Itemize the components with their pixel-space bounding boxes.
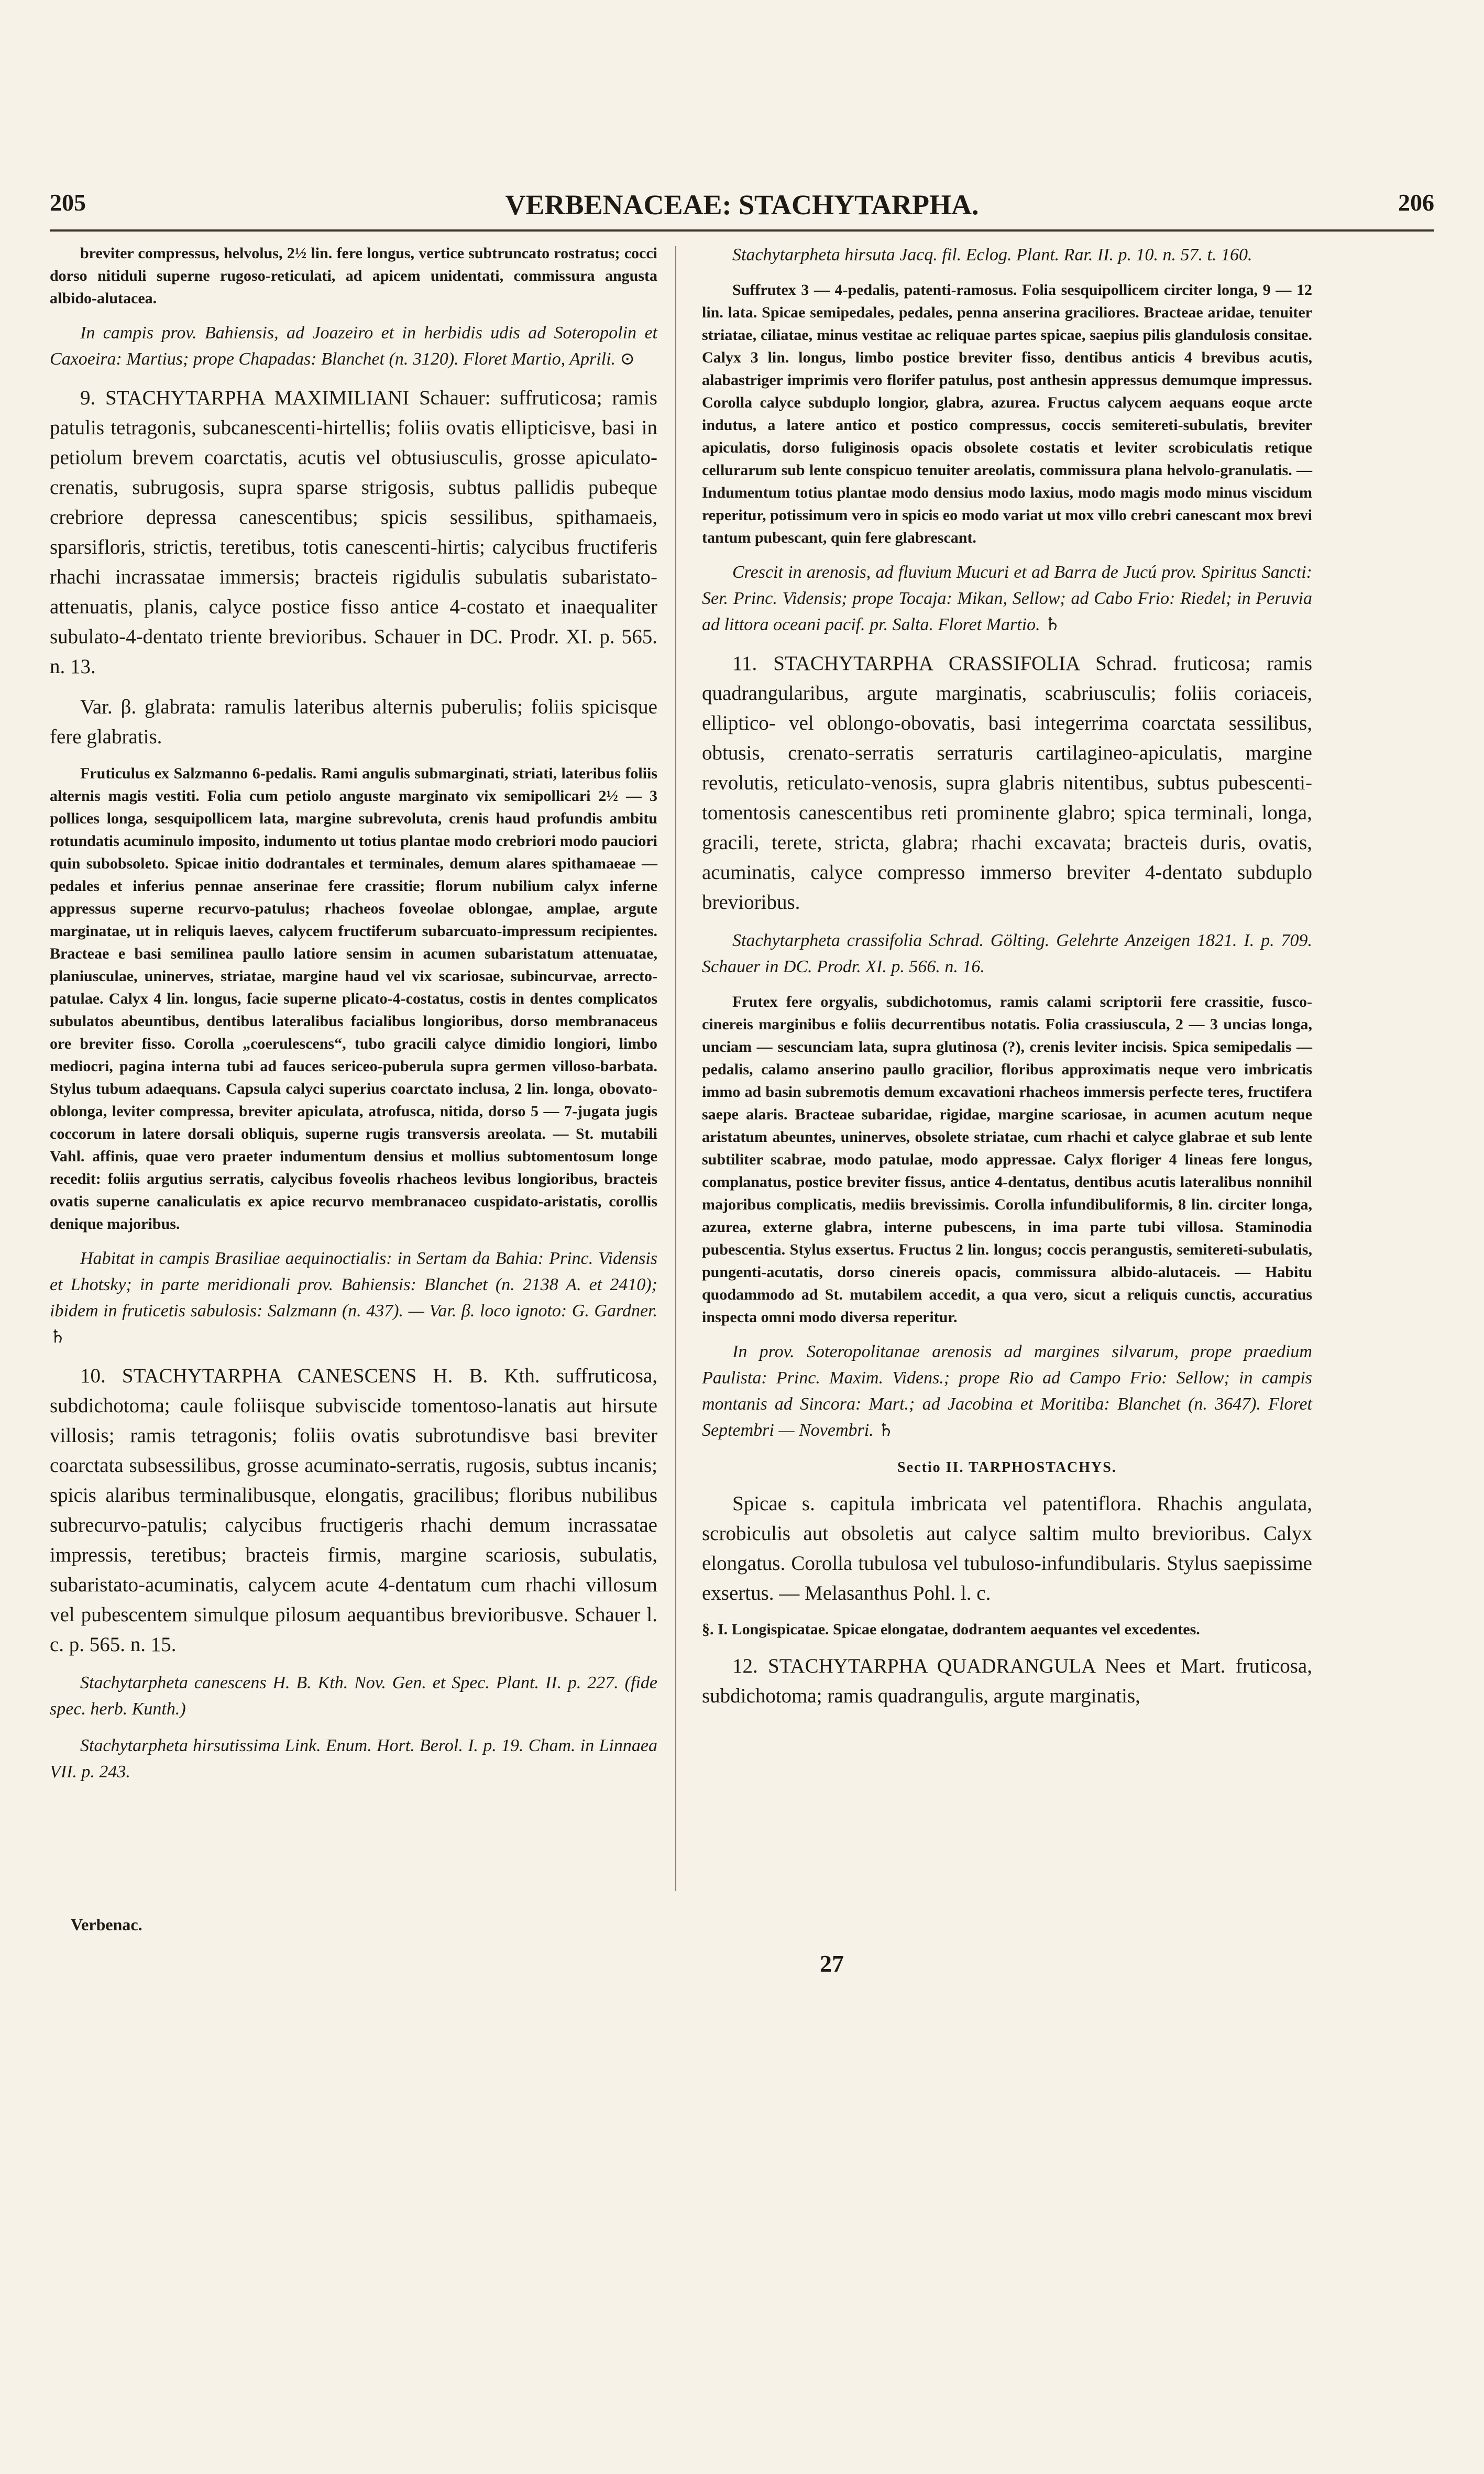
left-column-paragraph: Var. β. glabrata: ramulis lateribus alternis puberulis; foliis spicisque fere glabratis.	[50, 696, 657, 748]
left-column-paragraph: In campis prov. Bahiensis, ad Joazeiro et in herbidis udis ad Soteropolin et Caxoeira: Martius; prope Chapadas: Blanchet (n. 3120). Floret Martio, Aprili. ⊙	[50, 323, 657, 369]
right-column-paragraph: Spicae s. capitula imbricata vel patentiflora. Rhachis angulata, scrobiculis aut obsoletis aut calyce saltim multo brevioribus. Calyx elongatus. Corolla tubulosa vel tubuloso-infundibularis. Stylus saepissime exsertus. — Melasanthus Pohl. l. c.	[702, 1492, 1312, 1604]
left-page-number: 205	[50, 189, 86, 216]
left-column-paragraph: Stachytarpheta hirsutissima Link. Enum. Hort. Berol. I. p. 19. Cham. in Linnaea VII. p. 243.	[50, 1736, 657, 1782]
left-column	[50, 242, 657, 1796]
sheet-number: 27	[820, 1950, 844, 1977]
right-column	[702, 242, 1312, 1721]
right-column-paragraph: Sectio II. TARPHOSTACHYS.	[897, 1459, 1117, 1476]
right-column-paragraph: Frutex fere orgyalis, subdichotomus, ramis calami scriptorii fere crassitie, fusco-cinereis marginibus e foliis decurrentibus notatis. Folia crassiuscula, 2 — 3 uncias longa, unciam — sescunciam lata, supra glutinosa (?), crenis leviter incisis. Spica semipedalis — pedalis, calamo anserino paullo gracilior, floribus approximatis neque vero imbricatis immo ad basin subremotis demum excavationi rhacheos immersis perfecte teres, fructifera saepe alaris. Bracteae subaridae, rigidae, margine scariosae, in acumen acutum neque aristatum abeuntes, uninerves, obsolete striatae, cum rhachi et calyce glabrae et sub lente subtiliter scabrae, modo patulae, modo appressae. Calyx floriger 4 lineas fere longus, complanatus, postice breviter fissus, antice 4-dentatus, dentibus acutis lateralibus nonnihil majoribus complicatis, mediis brevissimis. Corolla infundibuliformis, 8 lin. circiter longa, azurea, externe glabra, interne pubescens, in ima parte tubi villosa. Staminodia pubescentia. Stylus exsertus. Fructus 2 lin. longus; coccis perangustis, semitereti-subulatis, pungenti-acutatis, dorso cinereis opacis, commissura albido-alutaceis. — Habitu quodammodo ad St. mutabilem accedit, a qua vero, sicut a reliquis cunctis, accuratius inspecta omni modo diversa reperitur.	[702, 993, 1312, 1326]
right-column-paragraph: Stachytarpheta crassifolia Schrad. Gölting. Gelehrte Anzeigen 1821. I. p. 709. Schauer in DC. Prodr. XI. p. 566. n. 16.	[702, 931, 1312, 976]
right-column-paragraph: 12. STACHYTARPHA QUADRANGULA Nees et Mart. fruticosa, subdichotoma; ramis quadrangulis, argute marginatis,	[702, 1655, 1312, 1707]
right-column-paragraph: In prov. Soteropolitanae arenosis ad margines silvarum, prope praedium Paulista: Princ. Maxim. Videns.; prope Rio ad Campo Frio: Sellow; in campis montanis ad Sincora: Mart.; ad Jacobina et Moritiba: Blanchet (n. 3647). Floret Septembri — Novembri. ♄	[702, 1342, 1312, 1440]
header-rule	[50, 229, 1434, 232]
running-title: VERBENACEAE: STACHYTARPHA.	[505, 189, 979, 221]
left-column-paragraph: Habitat in campis Brasiliae aequinoctialis: in Sertam da Bahia: Princ. Vidensis et Lhotsky; in parte meridionali prov. Bahiensis: Blanchet (n. 2138 A. et 2410); ibidem in fruticetis sabulosis: Salzmann (n. 437). — Var. β. loco ignoto: G. Gardner. ♄	[50, 1249, 657, 1347]
right-column-paragraph: §. I. Longispicatae. Spicae elongatae, dodrantem aequantes vel excedentes.	[702, 1621, 1200, 1638]
signature-mark: Verbenac.	[71, 1915, 142, 1934]
page-header	[50, 189, 1434, 225]
right-column-paragraph: Suffrutex 3 — 4-pedalis, patenti-ramosus. Folia sesquipollicem circiter longa, 9 — 12 lin. lata. Spicae semipedales, pedales, penna anserina graciliores. Bracteae aridae, tenuiter striatae, ciliatae, minus vestitae ac reliquae partes spicae, saepius pilis glandulosis consitae. Calyx 3 lin. longus, limbo postice breviter fisso, dentibus anticis 4 brevibus acutis, alabastriger imprimis vero florifer patulus, post anthesin appressus demumque impressus. Corolla calyce subduplo longior, glabra, azurea. Fructus calycem aequans eoque arcte indutus, a latere antico et postico compressus, coccis semitereti-subulatis, breviter apiculatis, dorso fuliginosis opacis obsolete costatis et leviter scrobiculatis retique cellurarum sub lente conspicuo tenuiter areolatis, commissura plana helvolo-granulatis. — Indumentum totius plantae modo densius modo laxius, modo magis modo minus viscidum reperitur, potissimum vero in spicis eo modo variat ut mox villo crebri canescant mox brevi tantum pubescant, quin fere glabrescant.	[702, 281, 1312, 546]
left-column-paragraph: breviter compressus, helvolus, 2½ lin. fere longus, vertice subtruncato rostratus; cocci dorso nitiduli superne rugoso-reticulati, ad apicem unidentati, commissura angusta albido-alutacea.	[50, 245, 657, 307]
left-column-paragraph: 10. STACHYTARPHA CANESCENS H. B. Kth. suffruticosa, subdichotoma; caule foliisque subviscide tomentoso-lanatis aut hirsute villosis; ramis tetragonis; foliis ovatis subrotundisve basi breviter coarctata subsessilibus, grosse acuminato-serratis, rugosis, subtus incanis; spicis alaribus terminalibusque, elongatis, gracilibus; floribus nubilibus subrecurvo-patulis; calycibus fructigeris rhachi demum incrassatae impressis, teretibus; bracteis firmis, margine scariosis, subulatis, subaristato-acuminatis, calycem acute 4-dentatum cum rhachi villosum vel pubescentem simulque pilosum aequantibus brevioribusve. Schauer l. c. p. 565. n. 15.	[50, 1365, 657, 1656]
left-column-paragraph: Stachytarpheta canescens H. B. Kth. Nov. Gen. et Spec. Plant. II. p. 227. (fide spec. herb. Kunth.)	[50, 1673, 657, 1719]
right-page-number: 206	[1398, 189, 1434, 216]
right-column-paragraph: Stachytarpheta hirsuta Jacq. fil. Eclog. Plant. Rar. II. p. 10. n. 57. t. 160.	[732, 245, 1252, 265]
right-column-paragraph: Crescit in arenosis, ad fluvium Mucuri et ad Barra de Jucú prov. Spiritus Sancti: Ser. Princ. Vidensis; prope Tocaja: Mikan, Sellow; ad Cabo Frio: Riedel; in Peruvia ad littora oceani pacif. pr. Salta. Floret Martio. ♄	[702, 563, 1312, 634]
column-divider	[675, 246, 676, 1891]
left-column-paragraph: 9. STACHYTARPHA MAXIMILIANI Schauer: suffruticosa; ramis patulis tetragonis, subcanescenti-hirtellis; foliis ovatis ellipticisve, basi in petiolum brevem coarctatis, acutis vel obtusiusculis, grosse apiculato-crenatis, subrugosis, supra sparse strigosis, subtus pallidis pubeque crebriore depressa canescentibus; spicis sessilibus, spithamaeis, sparsifloris, strictis, teretibus, totis canescenti-hirtis; calycibus fructiferis rhachi incrassatae immersis; bracteis rigidulis subulatis subaristato-attenuatis, planis, calyce postice fisso antice 4-costato et inaequaliter subulato-4-dentato triente brevioribus. Schauer in DC. Prodr. XI. p. 565. n. 13.	[50, 387, 657, 678]
right-column-paragraph: 11. STACHYTARPHA CRASSIFOLIA Schrad. fruticosa; ramis quadrangularibus, argute marginatis, scabriusculis; foliis coriaceis, elliptico- vel oblongo-obovatis, basi integerrima coarctata sessilibus, obtusis, crenato-serratis serraturis cartilagineo-apiculatis, margine revolutis, reticulato-venosis, supra glabris nitentibus, subtus pubescenti-tomentosis canescentibus reti prominente glabro; spica terminali, longa, gracili, terete, stricta, glabra; rhachi excavata; bracteis duris, ovatis, acuminatis, calyce compresso immerso breviter 4-dentato subduplo brevioribus.	[702, 652, 1312, 914]
left-column-paragraph: Fruticulus ex Salzmanno 6-pedalis. Rami angulis submarginati, striati, lateribus foliis alternis magis vestiti. Folia cum petiolo anguste marginato vix semipollicari 2½ — 3 pollices longa, sesquipollicem lata, margine subrevoluta, crenis haud profundis ambitu rotundatis acuminulo imposito, indumento ut totius plantae modo crebriori modo pauciori quin subobsoleto. Spicae initio dodrantales et terminales, demum alares spithamaeae — pedales et inferius pennae anserinae fere crassitie; florum nubilium calyx inferne appressus superne recurvo-patulus; rhacheos foveolae oblongae, amplae, argute marginatae, ut in reliquis laeves, calycem fructiferum subarcuato-impressum recipientes. Bracteae e basi semilinea paullo latiore sensim in acumen subaristatum attenuatae, planiusculae, uninerves, striatae, margine haud vel vix scariosae, subincurvae, arrecto-patulae. Calyx 4 lin. longus, facie superne plicato-4-costatus, costis in dentes complicatos subulatos abeuntibus, dentibus lateralibus facialibus longioribus, dorso membranaceus ore breviter fisso. Corolla „coerulescens“, tubo gracili calyce dimidio longiori, limbo mediocri, pagina interna tubi ad fauces sericeo-puberula supra germen villoso-barbata. Stylus tubum adaequans. Capsula calyci superius coarctato inclusa, 2 lin. longa, obovato-oblonga, leviter compressa, breviter apiculata, atrofusca, nitida, dorso 5 — 7-jugata jugis coccorum in latere dorsali obliquis, superne rugis transversis areolata. — St. mutabili Vahl. affinis, quae vero praeter indumentum densius et mollius subtomentosum longe recedit: foliis argutius serratis, calycibus foveolis rhacheos levibus longioribus, bracteis ovatis superne canaliculatis ex apice recurvo membranaceo cuspidato-aristatis, corollis denique majoribus.	[50, 765, 657, 1233]
